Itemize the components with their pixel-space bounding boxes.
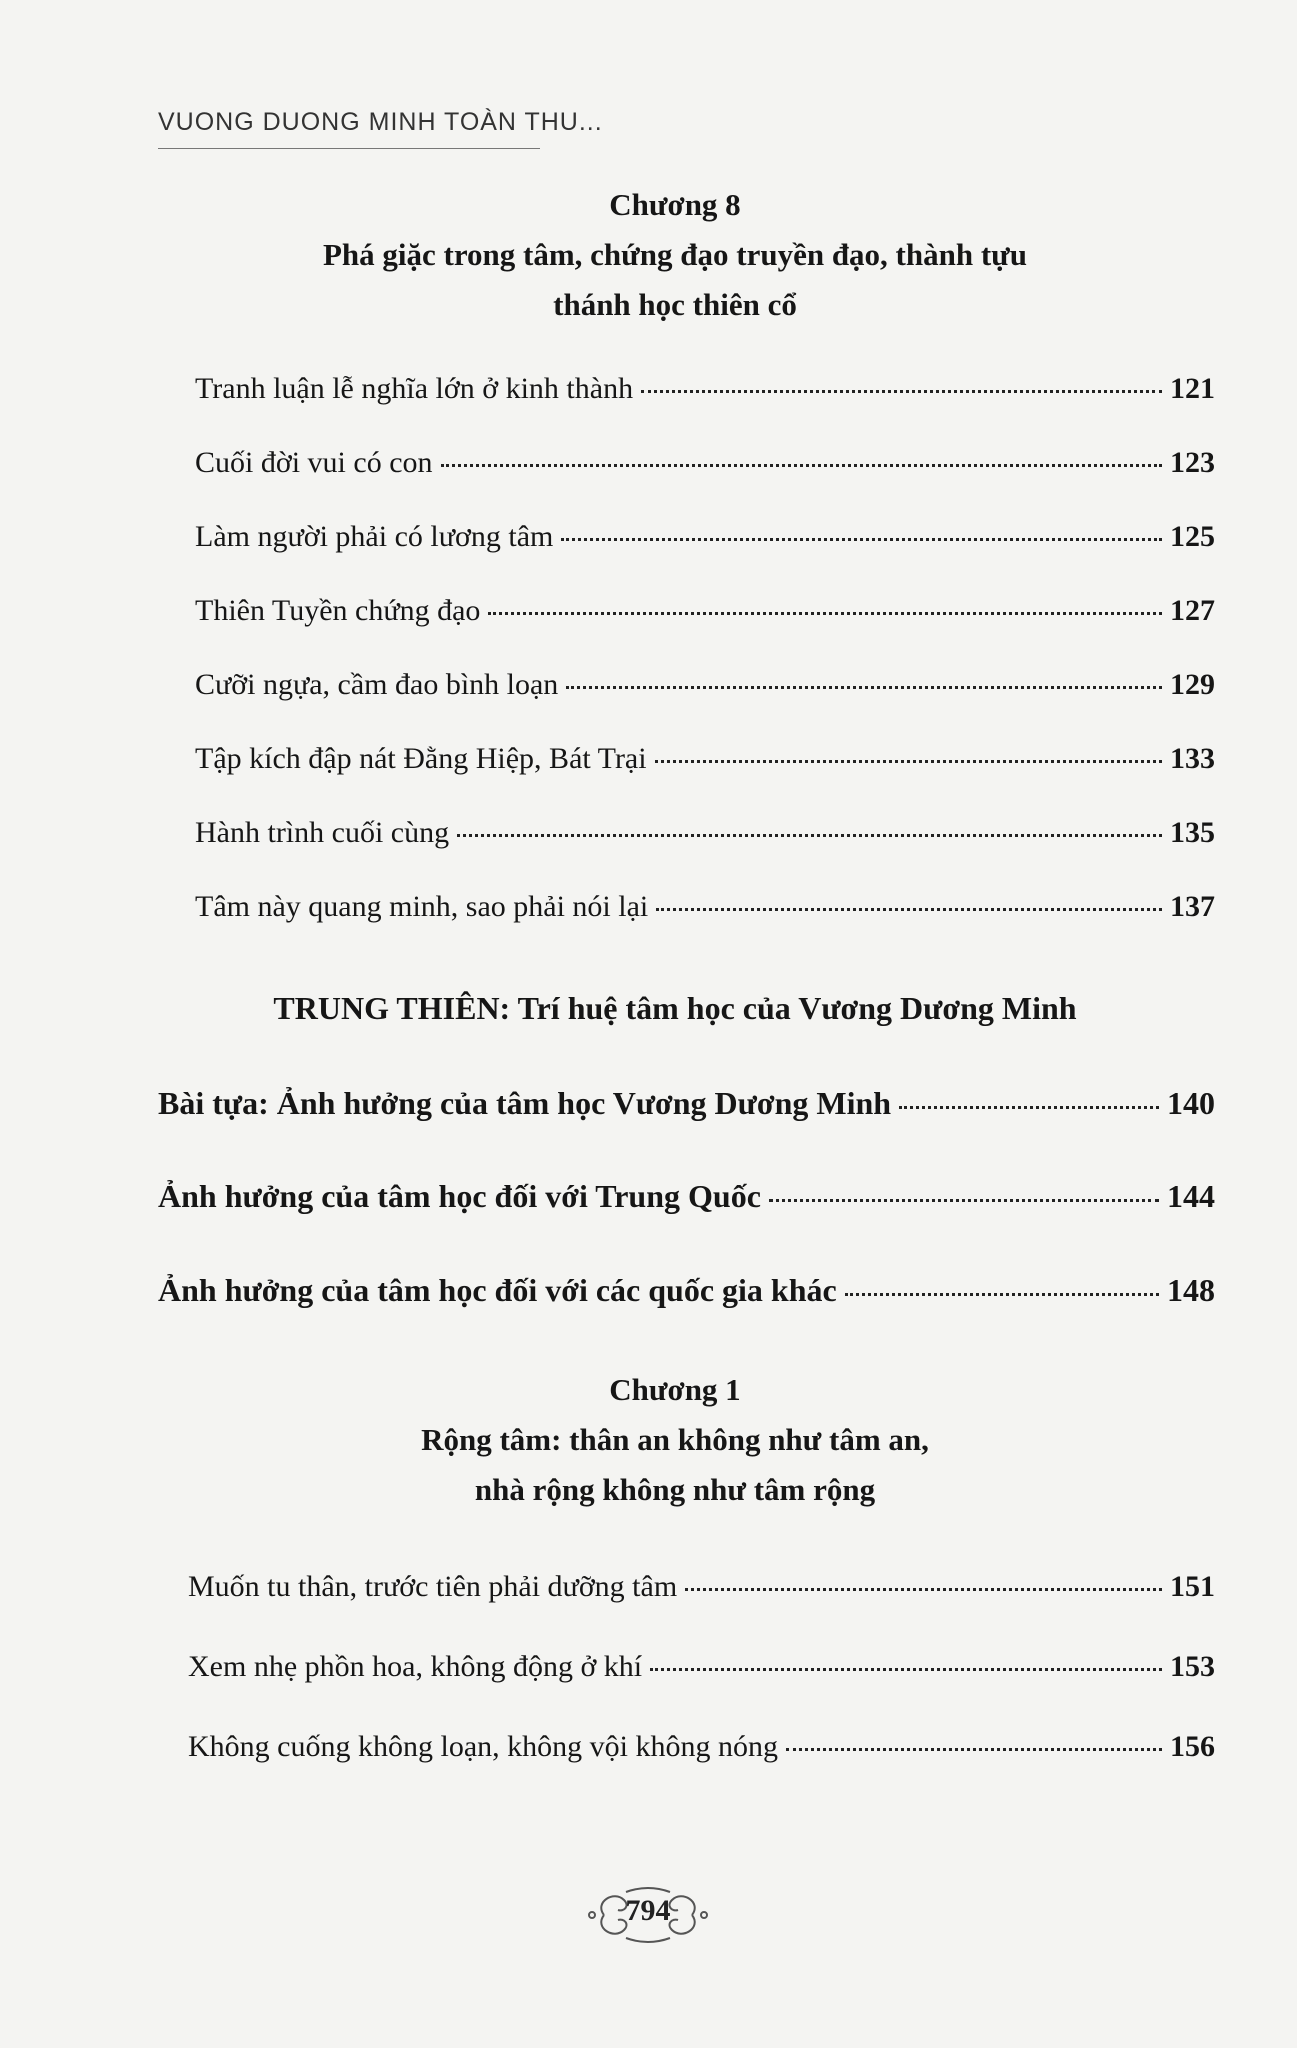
page-number-ornament [584,1882,712,1948]
toc-entry[interactable] [195,520,1215,554]
entry-title: Tranh luận lễ nghĩa lớn ở kinh thành [195,372,634,405]
entry-page: 156 [1170,1730,1215,1763]
chapter-8-heading [150,180,1200,330]
chapter-title-line: nhà rộng không như tâm rộng [474,1472,876,1507]
header-rule [158,148,540,149]
entry-title: Xem nhẹ phồn hoa, không động ở khí [188,1650,643,1683]
entry-page: 144 [1167,1178,1215,1214]
entry-page: 140 [1167,1085,1215,1121]
chapter-number: Chương 1 [609,1372,741,1407]
dot-leader [488,612,1162,615]
part-title: TRUNG THIÊN: Trí huệ tâm học của Vương Dương Minh [273,990,1077,1026]
toc-entry[interactable] [195,742,1215,776]
entry-title: Bài tựa: Ảnh hưởng của tâm học Vương Dương Minh [158,1085,892,1121]
dot-leader [899,1106,1159,1109]
dot-leader [656,908,1162,911]
toc-entry[interactable] [188,1730,1215,1764]
running-head: VUONG DUONG MINH TOÀN THU... [158,108,603,136]
dot-leader [641,390,1162,393]
page-number: 794 [625,1894,671,1927]
entry-page: 137 [1170,890,1215,923]
dot-leader [786,1748,1162,1751]
toc-entry[interactable] [158,1178,1215,1215]
toc-entry[interactable] [158,1272,1215,1309]
toc-entry[interactable] [195,668,1215,702]
toc-entry[interactable] [188,1570,1215,1604]
toc-entry[interactable] [195,372,1215,406]
entry-title: Cưỡi ngựa, cầm đao bình loạn [195,668,559,701]
entry-page: 129 [1170,668,1215,701]
entry-title: Ảnh hưởng của tâm học đối với Trung Quốc [158,1178,761,1214]
entry-title: Cuối đời vui có con [195,446,433,479]
dot-leader [441,464,1162,467]
chapter-1-heading [150,1365,1200,1515]
toc-entry[interactable] [188,1650,1215,1684]
dot-leader [650,1668,1162,1671]
entry-page: 125 [1170,520,1215,553]
chapter-title-line: thánh học thiên cổ [553,287,797,322]
toc-entry[interactable] [158,1085,1215,1122]
entry-title: Ảnh hưởng của tâm học đối với các quốc gia khác [158,1272,837,1308]
entry-title: Hành trình cuối cùng [195,816,450,849]
entry-page: 148 [1167,1272,1215,1308]
entry-title: Thiên Tuyền chứng đạo [195,594,481,627]
toc-entry[interactable] [195,890,1215,924]
entry-title: Làm người phải có lương tâm [195,520,554,553]
entry-page: 127 [1170,594,1215,627]
entry-title: Tâm này quang minh, sao phải nói lại [195,890,649,923]
entry-page: 133 [1170,742,1215,775]
entry-page: 121 [1170,372,1215,405]
dot-leader [566,686,1162,689]
toc-entry[interactable] [195,594,1215,628]
entry-page: 123 [1170,446,1215,479]
dot-leader [845,1293,1159,1296]
chapter-number: Chương 8 [609,187,741,222]
dot-leader [457,834,1162,837]
entry-title: Không cuống không loạn, không vội không nóng [188,1730,778,1763]
entry-page: 135 [1170,816,1215,849]
entry-title: Tập kích đập nát Đằng Hiệp, Bát Trại [195,742,647,775]
entry-title: Muốn tu thân, trước tiên phải dưỡng tâm [188,1570,678,1603]
dot-leader [655,760,1162,763]
chapter-title-line: Phá giặc trong tâm, chứng đạo truyền đạo, thành tựu [322,237,1028,272]
dot-leader [769,1199,1159,1202]
dot-leader [685,1588,1162,1591]
entry-page: 151 [1170,1570,1215,1603]
dot-leader [561,538,1162,541]
toc-entry[interactable] [195,816,1215,850]
entry-page: 153 [1170,1650,1215,1683]
chapter-title-line: Rộng tâm: thân an không như tâm an, [421,1422,929,1457]
toc-entry[interactable] [195,446,1215,480]
